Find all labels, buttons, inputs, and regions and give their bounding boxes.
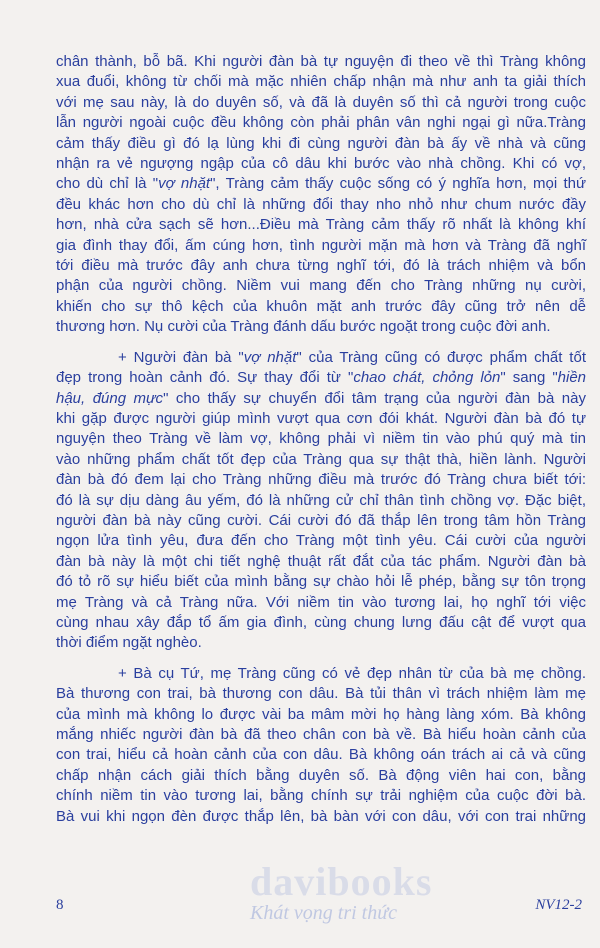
text-line [56, 174, 586, 194]
text-segment: chân thành, bỗ bã. Khi người đàn bà tự nguyện đi theo về thì Tràng không [56, 53, 586, 70]
text-line [56, 195, 586, 215]
text-line [56, 317, 586, 337]
text-line [56, 633, 586, 653]
text-line [56, 491, 586, 511]
text-segment: + Bà cụ Tứ, mẹ Tràng cũng có vẻ đẹp nhân từ của bà mẹ chồng. [118, 664, 586, 682]
body-text [56, 52, 586, 827]
text-line [56, 613, 586, 633]
text-segment: khi gặp được người giúp mình vượt qua cơn đói khát. Người đàn bà đó tự [56, 409, 586, 427]
paragraph [56, 52, 586, 338]
text-line [56, 766, 586, 786]
text-segment: chấp nhận cách giải thích bằng duyên số. Bà động viên hai con, bằng [56, 766, 586, 784]
text-line [56, 113, 586, 133]
text-segment: khiến cho sự thô kệch của khuôn mặt anh trước đây cũng trở nên dễ [56, 297, 586, 315]
text-segment: mắng nhiếc người đàn bà đã theo chân con bà về. Bà hiểu hoàn cảnh của [56, 726, 586, 743]
text-segment: " của Tràng cũng có được phẩm chất tốt [296, 348, 586, 366]
italic-quote: vợ nhặt [158, 175, 211, 193]
text-segment: vào những phẩm chất tốt đẹp của Tràng qua sự thật thà, hiền lành. Người [56, 450, 586, 468]
watermark-tagline: Khát vọng tri thức [250, 902, 398, 924]
text-segment: đàn bà này là một chi tiết nghệ thuật rất đắt của tác phẩm. Người đàn bà [56, 552, 586, 570]
text-line [56, 256, 586, 276]
text-line [56, 276, 586, 296]
text-line [56, 72, 586, 92]
text-line [56, 684, 586, 704]
text-segment: thời điểm ngặt nghèo. [56, 634, 202, 652]
text-line [56, 134, 586, 154]
text-segment: với mẹ sau này, là do duyên số, và đã là duyên số thì cả người trong cuộc [56, 93, 586, 111]
text-segment: ngọn lửa tình yêu, đưa đến cho Tràng một tình yêu. Cái cười của người [56, 532, 586, 550]
italic-quote: hiền [557, 369, 587, 387]
italic-quote: vợ nhặt [243, 348, 297, 366]
text-segment: Bà thương con trai, bà thương con dâu. Bà tủi thân vì trách nhiệm làm mẹ [56, 685, 586, 703]
text-segment: ", Tràng cảm thấy cuộc sống có ý nghĩa hơn, mọi thứ [210, 175, 586, 193]
text-segment: nhận ra vẻ ngượng ngập của cô dâu khi bước vào nhà chồng. Khi có vợ, [56, 155, 586, 173]
text-line [56, 664, 586, 684]
text-line [56, 215, 586, 235]
text-segment: đó tỏ rõ sự hiểu biết của mình bằng sự chào hỏi lễ phép, bằng sự tôn trọng [56, 573, 586, 591]
text-segment: lẫn người ngoài cuộc đều không còn phải phân vân nghi ngại gì nữa.Tràng [56, 114, 586, 132]
text-line [56, 725, 586, 745]
text-line [56, 236, 586, 256]
text-line [56, 450, 586, 470]
text-segment: đều khác hơn cho dù chỉ là những đổi thay nho nhỏ như chum nước đầy [56, 195, 586, 213]
paragraph [56, 348, 586, 654]
page-footer [56, 897, 586, 919]
text-line [56, 705, 586, 725]
text-segment: mẹ Tràng và cả Tràng nữa. Với niềm tin vào tương lai, họ nghĩ tới việc [56, 593, 586, 611]
text-line [56, 807, 586, 827]
text-line [56, 348, 586, 368]
watermark-logo: davibooks [250, 859, 433, 904]
text-line [56, 552, 586, 572]
text-segment: phận của người chồng. Niềm vui mang đến cho Tràng những nụ cười, [56, 277, 586, 295]
text-segment: của mình mà không lo được vài ba mâm mời họ hàng làng xóm. Bà không [56, 705, 586, 723]
text-line [56, 409, 586, 429]
text-segment: cảm thấy điều gì đó lạ lùng khi đi cùng người đàn bà ấy về nhà và cũng [56, 134, 586, 152]
text-segment: nguyện theo Tràng về làm vợ, không phải vì niềm tin vào phú quý mà tin [56, 430, 586, 448]
text-line [56, 531, 586, 551]
text-segment: con trai, hiểu cả hoàn cảnh của con dâu. Bà không oán trách ai cả và cũng [56, 746, 586, 764]
text-line [56, 511, 586, 531]
text-line [56, 572, 586, 592]
text-line [56, 52, 586, 72]
volume-code: NV12-2 [535, 897, 582, 913]
text-segment: đàn bà đó đem lại cho Tràng những điều mà trước đó Tràng chưa biết tới: [56, 471, 586, 489]
text-segment: hơn, nhà cửa sạch sẽ hơn...Điều mà Tràng cảm thấy rõ nhất là không khí [56, 216, 586, 234]
text-segment: thương hơn. Nụ cười của Tràng đánh dấu bước ngoặt trong cuộc đời anh. [56, 318, 551, 336]
text-line [56, 93, 586, 113]
text-segment: Bà vui khi ngọn đèn được thắp lên, bà bàn với con dâu, với con trai những [56, 807, 586, 825]
text-segment: + Người đàn bà " [118, 348, 244, 366]
text-segment: cho dù chỉ là " [56, 175, 159, 193]
text-line [56, 389, 586, 409]
italic-quote: hậu, đúng mực [56, 389, 164, 407]
text-line [56, 593, 586, 613]
text-line [56, 786, 586, 806]
text-segment: cùng nhau xây đắp tổ ấm gia đình, cùng chung lưng đấu cật để vượt qua [56, 613, 586, 631]
text-segment: xua đuổi, không từ chối mà mặc nhiên chấp nhận mà như anh ta giải thích [56, 73, 586, 91]
page-number: 8 [56, 897, 64, 913]
text-line [56, 745, 586, 765]
text-segment: " cho thấy sự chuyển đổi tâm trạng của người đàn bà này [163, 389, 586, 407]
paragraph [56, 664, 586, 827]
text-line [56, 297, 586, 317]
text-line [56, 154, 586, 174]
text-segment: đẹp trong hoàn cảnh đó. Sự thay đổi từ " [56, 369, 354, 387]
text-line [56, 368, 586, 388]
text-segment: gia đình thay đổi, ấm cúng hơn, tình người mặn mà hơn và Tràng đã nghĩ [56, 236, 586, 254]
text-segment: tới điều mà trước đây anh chưa từng nghĩ tới, đó là trách nhiệm và bổn [56, 257, 586, 275]
text-segment: chính niềm tin vào tương lai, bằng chính sự trải nghiệm của cuộc đời bà. [56, 787, 586, 805]
text-segment: đó là sự dịu dàng âu yếm, đó là những cử chỉ thân tình chồng vợ. Đặc biệt, [56, 491, 586, 509]
italic-quote: chao chát, chỏng lỏn [353, 369, 501, 387]
text-segment: " sang " [500, 369, 558, 387]
text-line [56, 429, 586, 449]
text-segment: người đàn bà này cũng cười. Cái cười đó đã thắp lên trong tâm hồn Tràng [56, 511, 586, 529]
text-line [56, 470, 586, 490]
